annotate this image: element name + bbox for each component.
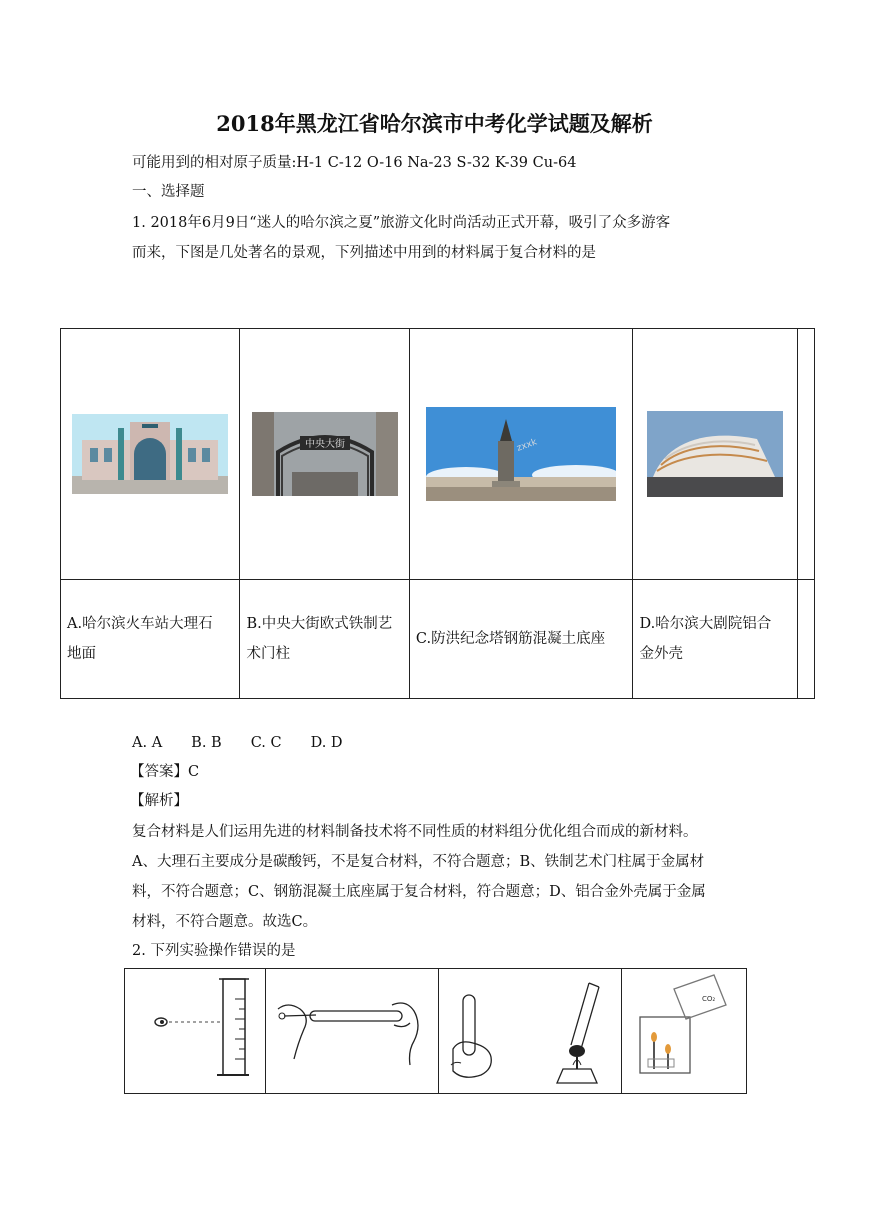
section-heading: 一、选择题 <box>132 184 205 200</box>
option-d-image-cell <box>633 329 797 580</box>
gate-sign-text: 中央大街 <box>304 439 345 450</box>
page-title: 2018年黑龙江省哈尔滨市中考化学试题及解析 <box>216 111 653 136</box>
option-a-text: A.哈尔滨火车站大理石 地面 <box>61 580 240 699</box>
test-tube-hands-icon <box>266 969 438 1089</box>
option-c-image-cell <box>409 329 633 580</box>
harbin-station-image <box>72 414 228 494</box>
q1-analysis-line4: 材料，不符合题意。故选C。 <box>132 914 318 930</box>
q2-option-b-image <box>266 969 439 1094</box>
option-b-image-cell <box>240 329 409 580</box>
harbin-grand-theatre-image <box>647 411 783 497</box>
empty-cell <box>797 329 814 580</box>
q2-option-c-image <box>439 969 622 1094</box>
q1-answer: 【答案】C <box>130 764 200 780</box>
heating-test-tube-icon <box>439 969 621 1089</box>
q1-analysis-line3: 料，不符合题意；C、钢筋混凝土底座属于复合材料，符合题意；D、铝合金外壳属于金属 <box>132 884 706 900</box>
co2-label: CO₂ <box>702 995 716 1003</box>
q1-analysis-line1: 复合材料是人们运用先进的材料制备技术将不同性质的材料组分优化组合而成的新材料。 <box>132 824 698 840</box>
option-d-text: D.哈尔滨大剧院铝合 金外壳 <box>633 580 797 699</box>
q1-stem-line1: 1. 2018年6月9日“迷人的哈尔滨之夏”旅游文化时尚活动正式开幕，吸引了众多游客 <box>132 215 671 231</box>
q2-option-d-image <box>622 969 747 1094</box>
option-a-image-cell <box>61 329 240 580</box>
q2-option-a-image <box>125 969 266 1094</box>
atomic-masses: 可能用到的相对原子质量:H-1 C-12 O-16 Na-23 S-32 K-39 Cu-64 <box>132 155 577 171</box>
q1-options-table <box>60 328 815 699</box>
flood-monument-image <box>426 407 616 501</box>
q1-stem-line2: 而来，下图是几处著名的景观，下列描述中用到的材料属于复合材料的是 <box>132 245 596 261</box>
q2-options-table <box>124 968 747 1094</box>
image-watermark: zxxk <box>515 437 539 454</box>
central-street-gate-image <box>252 412 398 496</box>
option-c-text: C.防洪纪念塔钢筋混凝土底座 <box>409 580 633 699</box>
q1-analysis-line2: A、大理石主要成分是碳酸钙，不是复合材料，不符合题意；B、铁制艺术门柱属于金属材 <box>132 854 705 870</box>
reading-cylinder-icon <box>125 969 265 1089</box>
option-b-text: B.中央大街欧式铁制艺 术门柱 <box>240 580 409 699</box>
q2-stem: 2. 下列实验操作错误的是 <box>132 943 296 959</box>
q1-analysis-label: 【解析】 <box>130 793 188 809</box>
q1-choices: A. A B. B C. C D. D <box>132 735 343 751</box>
empty-cell <box>797 580 814 699</box>
co2-pouring-icon <box>622 969 746 1089</box>
